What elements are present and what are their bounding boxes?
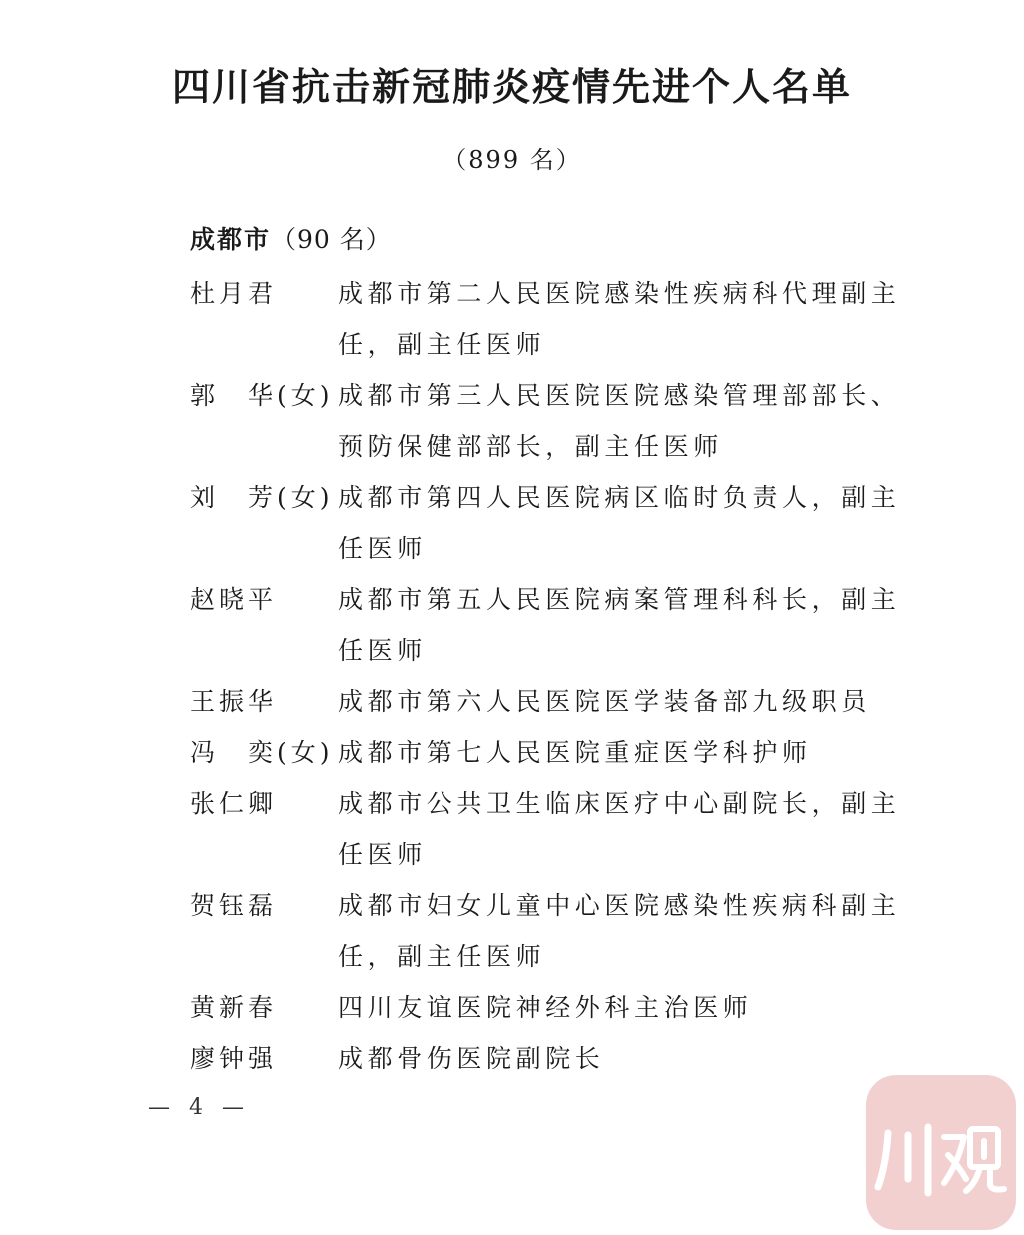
person-name: 张仁卿 bbox=[190, 789, 278, 818]
list-item bbox=[190, 1033, 910, 1084]
person-position: 成都市第七人民医院重症医学科护师 bbox=[338, 738, 812, 767]
person-name: 郭 华(女) bbox=[190, 381, 334, 410]
list-item bbox=[190, 727, 910, 778]
section-heading bbox=[190, 222, 392, 258]
person-name: 黄新春 bbox=[190, 993, 278, 1022]
watermark-logo-icon bbox=[866, 1075, 1016, 1230]
section-count: （90 名） bbox=[271, 225, 392, 254]
list-item bbox=[190, 880, 910, 982]
list-item bbox=[190, 472, 910, 574]
person-position: 成都市第五人民医院病案管理科科长，副主任医师 bbox=[338, 585, 901, 665]
section-city: 成都市 bbox=[190, 225, 272, 254]
person-position: 成都市第二人民医院感染性疾病科代理副主任，副主任医师 bbox=[338, 279, 901, 359]
personnel-list bbox=[190, 268, 910, 1084]
person-name: 赵晓平 bbox=[190, 585, 278, 614]
person-name: 杜月君 bbox=[190, 279, 278, 308]
list-item bbox=[190, 574, 910, 676]
person-name: 王振华 bbox=[190, 687, 278, 716]
person-position: 成都市第六人民医院医学装备部九级职员 bbox=[338, 687, 871, 716]
list-item bbox=[190, 982, 910, 1033]
document-subtitle: （899 名） bbox=[442, 146, 582, 174]
person-name: 刘 芳(女) bbox=[190, 483, 334, 512]
list-item bbox=[190, 676, 910, 727]
page-number: — 4 — bbox=[148, 1095, 250, 1120]
person-name: 贺钰磊 bbox=[190, 891, 278, 920]
person-position: 成都市妇女儿童中心医院感染性疾病科副主任，副主任医师 bbox=[338, 891, 901, 971]
document-title: 四川省抗击新冠肺炎疫情先进个人名单 bbox=[171, 65, 852, 109]
person-position: 成都市第四人民医院病区临时负责人，副主任医师 bbox=[338, 483, 901, 563]
list-item bbox=[190, 370, 910, 472]
person-position: 成都市第三人民医院医院感染管理部部长、预防保健部部长，副主任医师 bbox=[338, 381, 901, 461]
list-item bbox=[190, 268, 910, 370]
logo-mark-icon bbox=[866, 1075, 1016, 1230]
person-position: 成都市公共卫生临床医疗中心副院长，副主任医师 bbox=[338, 789, 901, 869]
person-position: 四川友谊医院神经外科主治医师 bbox=[338, 993, 753, 1022]
person-name: 廖钟强 bbox=[190, 1044, 278, 1073]
person-position: 成都骨伤医院副院长 bbox=[338, 1044, 605, 1073]
person-name: 冯 奕(女) bbox=[190, 738, 334, 767]
list-item bbox=[190, 778, 910, 880]
